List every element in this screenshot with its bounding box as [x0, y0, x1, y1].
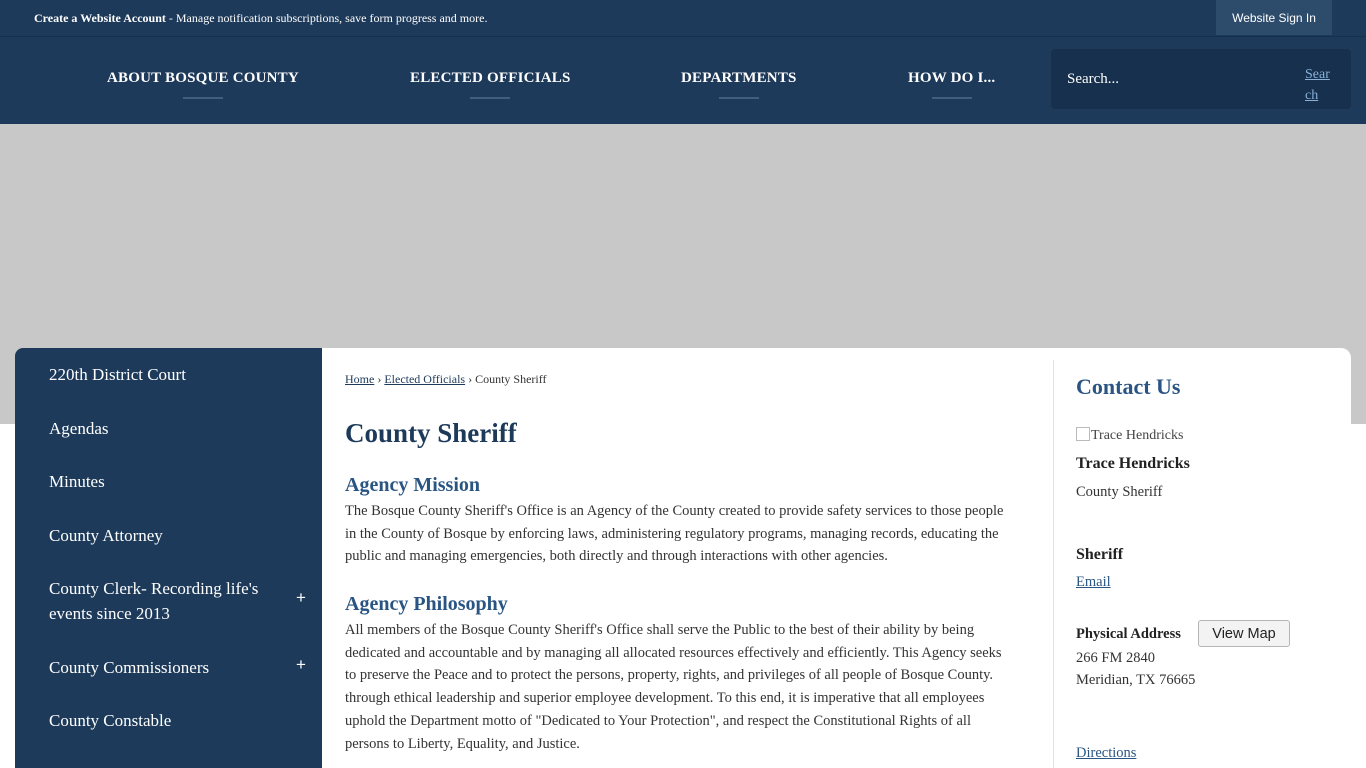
- nav-elected-label: ELECTED OFFICIALS: [410, 70, 571, 86]
- sidebar-item-county-clerk[interactable]: County Clerk- Recording life's events since 2013: [49, 579, 259, 623]
- breadcrumb-separator: ›: [468, 372, 473, 386]
- account-message[interactable]: [34, 11, 487, 26]
- address-line-2: Meridian, TX 76665: [1076, 672, 1196, 688]
- sheriff-photo: [1076, 427, 1183, 444]
- sidebar-item-county-constable[interactable]: County Constable: [49, 711, 172, 730]
- nav-underline: [932, 97, 972, 99]
- nav-departments-label: DEPARTMENTS: [681, 70, 797, 86]
- agency-philosophy-text: All members of the Bosque County Sheriff's Office shall serve the Public to the best of their ability by being dedicated and accountable and by managing all allocated resources effectively and efficiently. This Agency seeks to preserve the Peace and to protect the persons, property, rights, and privileges of all people of Bosque County. through ethical leadership and superior employee development. To this end, it is imperative that all employees uphold the Department motto of "Dedicated to Your Protection", and respect the Constitutional Rights of all persons to Liberty, Equality, and Justice.: [345, 622, 1002, 752]
- contact-department: Sheriff: [1076, 546, 1124, 563]
- nav-underline: [183, 97, 223, 99]
- broken-image-icon: [1076, 427, 1090, 441]
- account-message-text: - Manage notification subscriptions, save form progress and more.: [165, 11, 488, 25]
- contact-role: County Sheriff: [1076, 484, 1163, 500]
- top-bar: [0, 0, 1366, 36]
- breadcrumb-current: County Sheriff: [475, 372, 547, 386]
- nav-how-label: HOW DO I...: [908, 70, 996, 86]
- breadcrumb-home[interactable]: Home: [345, 372, 375, 386]
- agency-mission-heading: Agency Mission: [345, 474, 480, 496]
- nav-elected-officials[interactable]: [410, 70, 571, 87]
- nav-underline: [470, 97, 510, 99]
- agency-mission-text: The Bosque County Sheriff's Office is an Agency of the County created to provide safety services to those people in the County of Bosque by enforcing laws, administering regulatory programs, managing records, educating the public and managing emergencies, both directly and through interactions with other agencies.: [345, 503, 1004, 565]
- website-sign-in-button[interactable]: Website Sign In: [1216, 0, 1332, 35]
- nav-about-bosque-county[interactable]: [107, 70, 299, 87]
- nav-underline: [719, 97, 759, 99]
- nav-departments[interactable]: [681, 70, 797, 87]
- create-account-link[interactable]: Create a Website Account: [34, 11, 166, 25]
- expand-plus-icon[interactable]: +: [296, 655, 306, 674]
- view-map-button[interactable]: View Map: [1198, 620, 1290, 647]
- search-input[interactable]: [1065, 63, 1299, 95]
- column-divider: [1053, 360, 1054, 768]
- nav-how-do-i[interactable]: [908, 70, 995, 87]
- contact-us-heading: Contact Us: [1076, 374, 1181, 399]
- sidebar-item-county-attorney[interactable]: County Attorney: [49, 526, 163, 545]
- search-button-icon[interactable]: Search: [1305, 67, 1330, 103]
- sidebar-item-minutes[interactable]: Minutes: [49, 472, 105, 491]
- agency-philosophy-heading: Agency Philosophy: [345, 593, 508, 615]
- breadcrumb-separator: ›: [377, 372, 382, 386]
- contact-name: Trace Hendricks: [1076, 455, 1190, 472]
- sidebar-item-county-commissioners[interactable]: County Commissioners: [49, 658, 210, 677]
- expand-plus-icon[interactable]: +: [296, 588, 306, 607]
- sidebar-item-220th-district-court[interactable]: 220th District Court: [49, 365, 186, 384]
- address-line-1: 266 FM 2840: [1076, 650, 1155, 666]
- sidebar-item-agendas[interactable]: Agendas: [49, 419, 109, 438]
- breadcrumb: [345, 372, 547, 387]
- breadcrumb-elected-officials[interactable]: Elected Officials: [384, 372, 466, 386]
- directions-link[interactable]: Directions: [1076, 745, 1137, 761]
- sidebar-nav: [15, 348, 322, 768]
- physical-address-label: Physical Address: [1076, 626, 1181, 642]
- sheriff-photo-alt: Trace Hendricks: [1091, 428, 1184, 443]
- page-title: County Sheriff: [345, 418, 517, 448]
- email-link[interactable]: Email: [1076, 574, 1111, 590]
- nav-about-label: ABOUT BOSQUE COUNTY: [107, 70, 299, 86]
